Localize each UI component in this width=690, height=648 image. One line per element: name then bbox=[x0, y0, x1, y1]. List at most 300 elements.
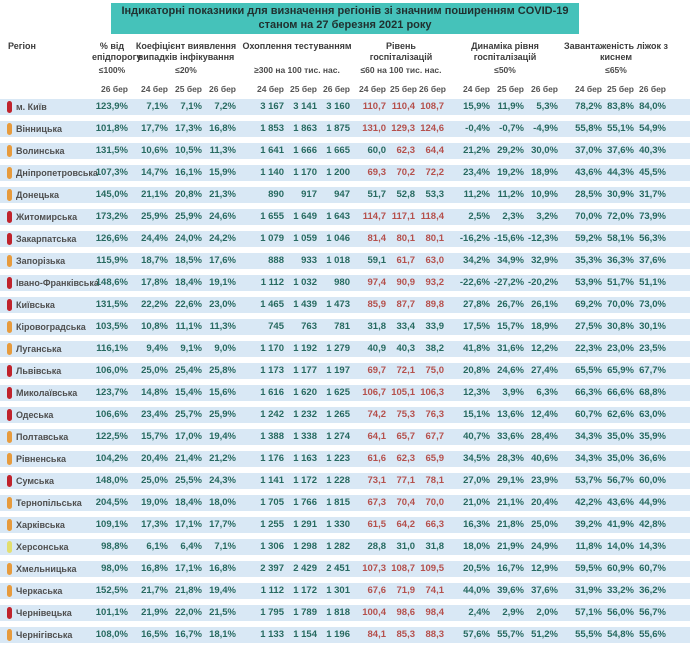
hospital-value: 28,8 bbox=[367, 541, 386, 552]
testing-value: 888 bbox=[268, 255, 284, 266]
testing-value: 1 465 bbox=[260, 299, 284, 310]
hospital-value: 98,6 bbox=[396, 607, 415, 618]
dynamics-value: 20,5% bbox=[463, 563, 490, 574]
status-marker-cell bbox=[0, 387, 16, 399]
dynamics-value: 40,7% bbox=[463, 431, 490, 442]
status-marker-red bbox=[7, 101, 12, 113]
dynamics-value: 25,0% bbox=[531, 519, 558, 530]
detection-value: 24,3% bbox=[209, 475, 236, 486]
table-row bbox=[0, 407, 690, 423]
dynamics-value: 32,9% bbox=[531, 255, 558, 266]
detection-value: 21,2% bbox=[209, 453, 236, 464]
testing-value: 1 197 bbox=[326, 365, 350, 376]
testing-value: 1 173 bbox=[260, 365, 284, 376]
detection-value: 15,7% bbox=[141, 431, 168, 442]
testing-value: 1 301 bbox=[326, 585, 350, 596]
hospital-value: 108,7 bbox=[420, 101, 444, 112]
region-name: Закарпатська bbox=[16, 234, 77, 244]
testing-value: 1 649 bbox=[293, 211, 317, 222]
beds-value: 66,3% bbox=[575, 387, 602, 398]
testing-value: 3 167 bbox=[260, 101, 284, 112]
testing-value: 1 265 bbox=[326, 409, 350, 420]
dynamics-value: 11,9% bbox=[497, 101, 524, 112]
status-marker-orange bbox=[7, 431, 12, 443]
table-row bbox=[0, 561, 690, 577]
detection-value: 18,5% bbox=[175, 255, 202, 266]
threshold-detection: ≤20% bbox=[175, 65, 197, 75]
hospital-value: 108,7 bbox=[391, 563, 415, 574]
epid-value: 122,5% bbox=[95, 431, 128, 442]
beds-value: 35,3% bbox=[575, 255, 602, 266]
hospital-value: 85,3 bbox=[396, 629, 415, 640]
hospital-value: 78,1 bbox=[425, 475, 444, 486]
detection-value: 7,2% bbox=[214, 101, 236, 112]
detection-value: 16,8% bbox=[141, 563, 168, 574]
hospital-value: 61,5 bbox=[367, 519, 386, 530]
testing-value: 1 641 bbox=[260, 145, 284, 156]
epid-value: 101,1% bbox=[95, 607, 128, 618]
date-header: 24 бер bbox=[257, 84, 284, 94]
beds-value: 68,8% bbox=[639, 387, 666, 398]
beds-value: 14,0% bbox=[607, 541, 634, 552]
detection-value: 25,8% bbox=[209, 365, 236, 376]
beds-value: 73,0% bbox=[639, 299, 666, 310]
testing-value: 763 bbox=[301, 321, 317, 332]
beds-value: 55,1% bbox=[607, 123, 634, 134]
status-marker-cell bbox=[0, 343, 16, 355]
status-marker-orange bbox=[7, 585, 12, 597]
hospital-value: 117,1 bbox=[391, 211, 415, 222]
beds-value: 60,7% bbox=[639, 563, 666, 574]
status-marker-orange bbox=[7, 123, 12, 135]
status-marker-cell bbox=[0, 563, 16, 575]
beds-value: 67,7% bbox=[639, 365, 666, 376]
dynamics-value: 41,8% bbox=[463, 343, 490, 354]
detection-value: 21,8% bbox=[175, 585, 202, 596]
hospital-value: 65,7 bbox=[396, 431, 415, 442]
hospital-value: 75,3 bbox=[396, 409, 415, 420]
dynamics-value: 34,2% bbox=[463, 255, 490, 266]
testing-value: 1 176 bbox=[260, 453, 284, 464]
dynamics-value: 23,9% bbox=[531, 475, 558, 486]
beds-value: 83,8% bbox=[607, 101, 634, 112]
dynamics-value: 10,9% bbox=[531, 189, 558, 200]
hospital-value: 72,2 bbox=[425, 167, 444, 178]
testing-value: 1 154 bbox=[293, 629, 317, 640]
detection-value: 17,6% bbox=[209, 255, 236, 266]
dynamics-value: 18,9% bbox=[531, 321, 558, 332]
dynamics-value: 57,6% bbox=[463, 629, 490, 640]
hospital-value: 87,7 bbox=[396, 299, 415, 310]
hospital-value: 62,3 bbox=[396, 453, 415, 464]
testing-value: 933 bbox=[301, 255, 317, 266]
testing-value: 781 bbox=[334, 321, 350, 332]
detection-value: 24,6% bbox=[209, 211, 236, 222]
dynamics-value: 51,2% bbox=[531, 629, 558, 640]
epid-value: 126,6% bbox=[95, 233, 128, 244]
beds-value: 63,0% bbox=[639, 409, 666, 420]
dynamics-value: -16,2% bbox=[459, 233, 490, 244]
testing-value: 1 473 bbox=[326, 299, 350, 310]
dynamics-value: 21,0% bbox=[463, 497, 490, 508]
beds-value: 31,7% bbox=[639, 189, 666, 200]
table-row bbox=[0, 319, 690, 335]
detection-value: 19,4% bbox=[209, 431, 236, 442]
dynamics-value: -0,7% bbox=[499, 123, 524, 134]
testing-value: 1 223 bbox=[326, 453, 350, 464]
beds-value: 54,9% bbox=[639, 123, 666, 134]
epid-value: 115,9% bbox=[96, 255, 128, 266]
region-name: Полтавська bbox=[16, 432, 69, 442]
testing-value: 1 665 bbox=[326, 145, 350, 156]
testing-value: 1 875 bbox=[326, 123, 350, 134]
detection-value: 19,4% bbox=[209, 585, 236, 596]
hospital-value: 77,1 bbox=[396, 475, 415, 486]
testing-value: 1 032 bbox=[293, 277, 317, 288]
hospital-value: 110,4 bbox=[391, 101, 415, 112]
table-header-thresholds bbox=[0, 65, 690, 75]
beds-value: 36,2% bbox=[639, 585, 666, 596]
beds-value: 41,9% bbox=[607, 519, 634, 530]
hospital-value: 40,9 bbox=[367, 343, 386, 354]
beds-value: 55,8% bbox=[575, 123, 602, 134]
dynamics-value: 21,1% bbox=[497, 497, 524, 508]
detection-value: 17,0% bbox=[175, 431, 202, 442]
dynamics-value: 28,3% bbox=[497, 453, 524, 464]
beds-value: 60,0% bbox=[639, 475, 666, 486]
testing-value: 1 766 bbox=[293, 497, 317, 508]
hospital-value: 64,4 bbox=[425, 145, 444, 156]
beds-value: 36,6% bbox=[639, 453, 666, 464]
detection-value: 14,7% bbox=[141, 167, 168, 178]
beds-value: 35,9% bbox=[639, 431, 666, 442]
testing-value: 1 282 bbox=[326, 541, 350, 552]
detection-value: 7,1% bbox=[214, 541, 236, 552]
hospital-value: 61,7 bbox=[396, 255, 415, 266]
detection-value: 19,0% bbox=[141, 497, 168, 508]
beds-value: 30,9% bbox=[607, 189, 634, 200]
dynamics-value: 16,3% bbox=[463, 519, 490, 530]
region-name: Донецька bbox=[16, 190, 60, 200]
dynamics-value: 24,9% bbox=[531, 541, 558, 552]
hospital-value: 74,1 bbox=[425, 585, 444, 596]
epid-value: 152,5% bbox=[95, 585, 128, 596]
testing-value: 1 170 bbox=[293, 167, 317, 178]
detection-value: 11,3% bbox=[209, 321, 236, 332]
dynamics-value: 44,0% bbox=[463, 585, 490, 596]
hospital-value: 90,9 bbox=[396, 277, 415, 288]
epid-value: 101,8% bbox=[95, 123, 128, 134]
epid-value: 131,5% bbox=[95, 145, 128, 156]
hospital-value: 63,0 bbox=[425, 255, 444, 266]
dynamics-value: 2,0% bbox=[536, 607, 558, 618]
hospital-value: 61,6 bbox=[367, 453, 386, 464]
detection-value: 21,4% bbox=[175, 453, 202, 464]
table-row bbox=[0, 473, 690, 489]
threshold-epid: ≤100% bbox=[98, 65, 126, 75]
column-group-hospitalization-dynamics: Динаміка рівня госпіталізацій bbox=[471, 41, 539, 62]
status-marker-orange bbox=[7, 629, 12, 641]
column-group-detection-rate: Коефіцієнт виявлення випадків інфікування bbox=[135, 41, 237, 62]
detection-value: 16,1% bbox=[175, 167, 202, 178]
hospital-value: 118,4 bbox=[420, 211, 444, 222]
beds-value: 62,6% bbox=[607, 409, 634, 420]
detection-value: 17,3% bbox=[141, 519, 168, 530]
beds-value: 70,0% bbox=[607, 299, 634, 310]
testing-value: 1 330 bbox=[326, 519, 350, 530]
region-name: м. Київ bbox=[16, 102, 47, 112]
status-marker-cell bbox=[0, 365, 16, 377]
testing-value: 1 018 bbox=[326, 255, 350, 266]
column-group-hospitalization-level: Рівень госпіталізацій bbox=[369, 41, 433, 62]
testing-value: 890 bbox=[268, 189, 284, 200]
status-marker-cell bbox=[0, 255, 16, 267]
testing-value: 1 172 bbox=[293, 475, 317, 486]
detection-value: 17,8% bbox=[141, 277, 168, 288]
region-name: Житомирська bbox=[16, 212, 78, 222]
beds-value: 65,9% bbox=[607, 365, 634, 376]
hospital-value: 98,4 bbox=[425, 607, 444, 618]
threshold-beds: ≤65% bbox=[605, 65, 627, 75]
beds-value: 43,6% bbox=[575, 167, 602, 178]
table-header-dates bbox=[0, 84, 690, 94]
dynamics-value: 20,8% bbox=[463, 365, 490, 376]
dynamics-value: 21,9% bbox=[497, 541, 524, 552]
detection-value: 24,4% bbox=[141, 233, 168, 244]
hospital-value: 69,3 bbox=[367, 167, 386, 178]
testing-value: 917 bbox=[301, 189, 317, 200]
region-name: Харківська bbox=[16, 520, 65, 530]
epid-value: 131,5% bbox=[95, 299, 128, 310]
region-name: Миколаївська bbox=[16, 388, 78, 398]
beds-value: 22,3% bbox=[575, 343, 602, 354]
detection-value: 11,3% bbox=[209, 145, 236, 156]
testing-value: 1 815 bbox=[326, 497, 350, 508]
testing-value: 1 274 bbox=[326, 431, 350, 442]
testing-value: 1 853 bbox=[260, 123, 284, 134]
threshold-testing: ≥300 на 100 тис. нас. bbox=[254, 65, 340, 75]
beds-value: 23,0% bbox=[607, 343, 634, 354]
beds-value: 65,5% bbox=[575, 365, 602, 376]
dynamics-value: 34,9% bbox=[497, 255, 524, 266]
detection-value: 22,2% bbox=[141, 299, 168, 310]
beds-value: 44,9% bbox=[639, 497, 666, 508]
status-marker-red bbox=[7, 387, 12, 399]
testing-value: 3 141 bbox=[293, 101, 317, 112]
testing-value: 2 451 bbox=[326, 563, 350, 574]
dynamics-value: 15,1% bbox=[463, 409, 490, 420]
dynamics-value: 2,4% bbox=[468, 607, 490, 618]
testing-value: 1 666 bbox=[293, 145, 317, 156]
dynamics-value: 18,0% bbox=[463, 541, 490, 552]
status-marker-cell bbox=[0, 629, 16, 641]
table-row bbox=[0, 539, 690, 555]
status-marker-cell bbox=[0, 321, 16, 333]
status-marker-orange bbox=[7, 145, 12, 157]
epid-value: 108,0% bbox=[95, 629, 128, 640]
beds-value: 70,0% bbox=[575, 211, 602, 222]
dynamics-value: 12,2% bbox=[531, 343, 558, 354]
detection-value: 15,6% bbox=[209, 387, 236, 398]
beds-value: 36,3% bbox=[607, 255, 634, 266]
date-header: 26 бер bbox=[323, 84, 350, 94]
dynamics-value: 18,9% bbox=[531, 167, 558, 178]
beds-value: 39,2% bbox=[575, 519, 602, 530]
testing-value: 1 196 bbox=[326, 629, 350, 640]
beds-value: 37,6% bbox=[639, 255, 666, 266]
detection-value: 25,9% bbox=[175, 211, 202, 222]
epid-value: 106,0% bbox=[95, 365, 128, 376]
dynamics-value: 12,4% bbox=[531, 409, 558, 420]
hospital-value: 33,4 bbox=[396, 321, 415, 332]
status-marker-orange bbox=[7, 321, 12, 333]
testing-value: 1 439 bbox=[293, 299, 317, 310]
testing-value: 1 079 bbox=[260, 233, 284, 244]
hospital-value: 97,4 bbox=[367, 277, 386, 288]
dynamics-value: 24,6% bbox=[497, 365, 524, 376]
detection-value: 25,9% bbox=[209, 409, 236, 420]
table-row bbox=[0, 275, 690, 291]
hospital-value: 38,2 bbox=[425, 343, 444, 354]
column-group-oxygen-beds-occupancy: Завантаженість ліжок з киснем bbox=[564, 41, 668, 62]
detection-value: 6,4% bbox=[180, 541, 202, 552]
table-row bbox=[0, 165, 690, 181]
beds-value: 31,9% bbox=[575, 585, 602, 596]
testing-value: 1 616 bbox=[260, 387, 284, 398]
dynamics-value: -20,2% bbox=[528, 277, 559, 288]
column-group-testing-coverage: Охоплення тестуванням bbox=[242, 41, 352, 51]
status-marker-cell bbox=[0, 409, 16, 421]
dynamics-value: 29,2% bbox=[497, 145, 524, 156]
beds-value: 34,3% bbox=[575, 431, 602, 442]
dynamics-value: 26,1% bbox=[531, 299, 558, 310]
testing-value: 2 429 bbox=[293, 563, 317, 574]
beds-value: 42,8% bbox=[639, 519, 666, 530]
hospital-value: 131,0 bbox=[362, 123, 386, 134]
hospital-value: 107,3 bbox=[362, 563, 386, 574]
testing-value: 1 255 bbox=[260, 519, 284, 530]
epid-value: 173,2% bbox=[95, 211, 128, 222]
epid-value: 123,9% bbox=[95, 101, 128, 112]
beds-value: 53,9% bbox=[575, 277, 602, 288]
testing-value: 1 163 bbox=[293, 453, 317, 464]
hospital-value: 67,3 bbox=[367, 497, 386, 508]
table-body bbox=[0, 99, 690, 643]
detection-value: 17,1% bbox=[175, 519, 202, 530]
hospital-value: 106,3 bbox=[420, 387, 444, 398]
dynamics-value: 15,7% bbox=[497, 321, 524, 332]
testing-value: 2 397 bbox=[260, 563, 284, 574]
table-row bbox=[0, 341, 690, 357]
beds-value: 51,7% bbox=[607, 277, 634, 288]
table-row bbox=[0, 231, 690, 247]
hospital-value: 106,7 bbox=[362, 387, 386, 398]
status-marker-cell bbox=[0, 431, 16, 443]
region-name: Чернігівська bbox=[16, 630, 73, 640]
dynamics-value: 39,6% bbox=[497, 585, 524, 596]
dynamics-value: -27,2% bbox=[494, 277, 525, 288]
region-name: Чернівецька bbox=[16, 608, 72, 618]
beds-value: 69,2% bbox=[575, 299, 602, 310]
hospital-value: 62,3 bbox=[396, 145, 415, 156]
epid-value: 148,0% bbox=[95, 475, 128, 486]
table-row bbox=[0, 605, 690, 621]
detection-value: 20,4% bbox=[141, 453, 168, 464]
dynamics-value: 27,0% bbox=[463, 475, 490, 486]
date-header: 26 бер bbox=[419, 84, 446, 94]
threshold-hospitalization: ≤60 на 100 тис. нас. bbox=[360, 65, 442, 75]
testing-value: 1 112 bbox=[260, 585, 284, 596]
detection-value: 7,1% bbox=[146, 101, 168, 112]
detection-value: 17,7% bbox=[141, 123, 168, 134]
testing-value: 1 338 bbox=[293, 431, 317, 442]
beds-value: 55,5% bbox=[575, 629, 602, 640]
detection-value: 7,1% bbox=[180, 101, 202, 112]
detection-value: 21,9% bbox=[141, 607, 168, 618]
hospital-value: 75,0 bbox=[425, 365, 444, 376]
status-marker-cell bbox=[0, 101, 16, 113]
dynamics-value: 16,7% bbox=[497, 563, 524, 574]
detection-value: 24,2% bbox=[209, 233, 236, 244]
hospital-value: 66,3 bbox=[425, 519, 444, 530]
hospital-value: 105,1 bbox=[391, 387, 415, 398]
testing-value: 1 242 bbox=[260, 409, 284, 420]
dynamics-value: 40,6% bbox=[531, 453, 558, 464]
date-header: 25 бер bbox=[497, 84, 524, 94]
dynamics-value: 34,5% bbox=[463, 453, 490, 464]
epid-value: 145,0% bbox=[95, 189, 128, 200]
detection-value: 15,4% bbox=[175, 387, 202, 398]
testing-value: 1 192 bbox=[293, 343, 317, 354]
epid-value: 98,0% bbox=[101, 563, 128, 574]
testing-value: 1 291 bbox=[293, 519, 317, 530]
testing-value: 1 112 bbox=[260, 277, 284, 288]
hospital-value: 67,7 bbox=[425, 431, 444, 442]
beds-value: 30,8% bbox=[607, 321, 634, 332]
status-marker-orange bbox=[7, 343, 12, 355]
hospital-value: 40,3 bbox=[396, 343, 415, 354]
testing-value: 1 133 bbox=[260, 629, 284, 640]
beds-value: 60,7% bbox=[575, 409, 602, 420]
table-row bbox=[0, 363, 690, 379]
beds-value: 60,9% bbox=[607, 563, 634, 574]
status-marker-red bbox=[7, 233, 12, 245]
epid-value: 103,5% bbox=[95, 321, 128, 332]
hospital-value: 93,2 bbox=[425, 277, 444, 288]
detection-value: 15,9% bbox=[209, 167, 236, 178]
dynamics-value: 15,9% bbox=[463, 101, 490, 112]
threshold-dynamics: ≤50% bbox=[494, 65, 516, 75]
hospital-value: 33,9 bbox=[425, 321, 444, 332]
detection-value: 16,5% bbox=[141, 629, 168, 640]
dynamics-value: 29,1% bbox=[497, 475, 524, 486]
testing-value: 947 bbox=[334, 189, 350, 200]
epid-value: 204,5% bbox=[95, 497, 128, 508]
detection-value: 6,1% bbox=[146, 541, 168, 552]
dynamics-value: 12,9% bbox=[531, 563, 558, 574]
title-area bbox=[0, 0, 690, 34]
hospital-value: 31,8 bbox=[367, 321, 386, 332]
date-header: 26 бер bbox=[209, 84, 236, 94]
hospital-value: 69,7 bbox=[367, 365, 386, 376]
status-marker-red bbox=[7, 475, 12, 487]
hospital-value: 114,7 bbox=[362, 211, 386, 222]
beds-value: 23,5% bbox=[639, 343, 666, 354]
date-header: 24 бер bbox=[575, 84, 602, 94]
column-group-epid-threshold: % від епідпорогу bbox=[92, 41, 142, 62]
epid-value: 107,3% bbox=[95, 167, 128, 178]
status-marker-red bbox=[7, 211, 12, 223]
